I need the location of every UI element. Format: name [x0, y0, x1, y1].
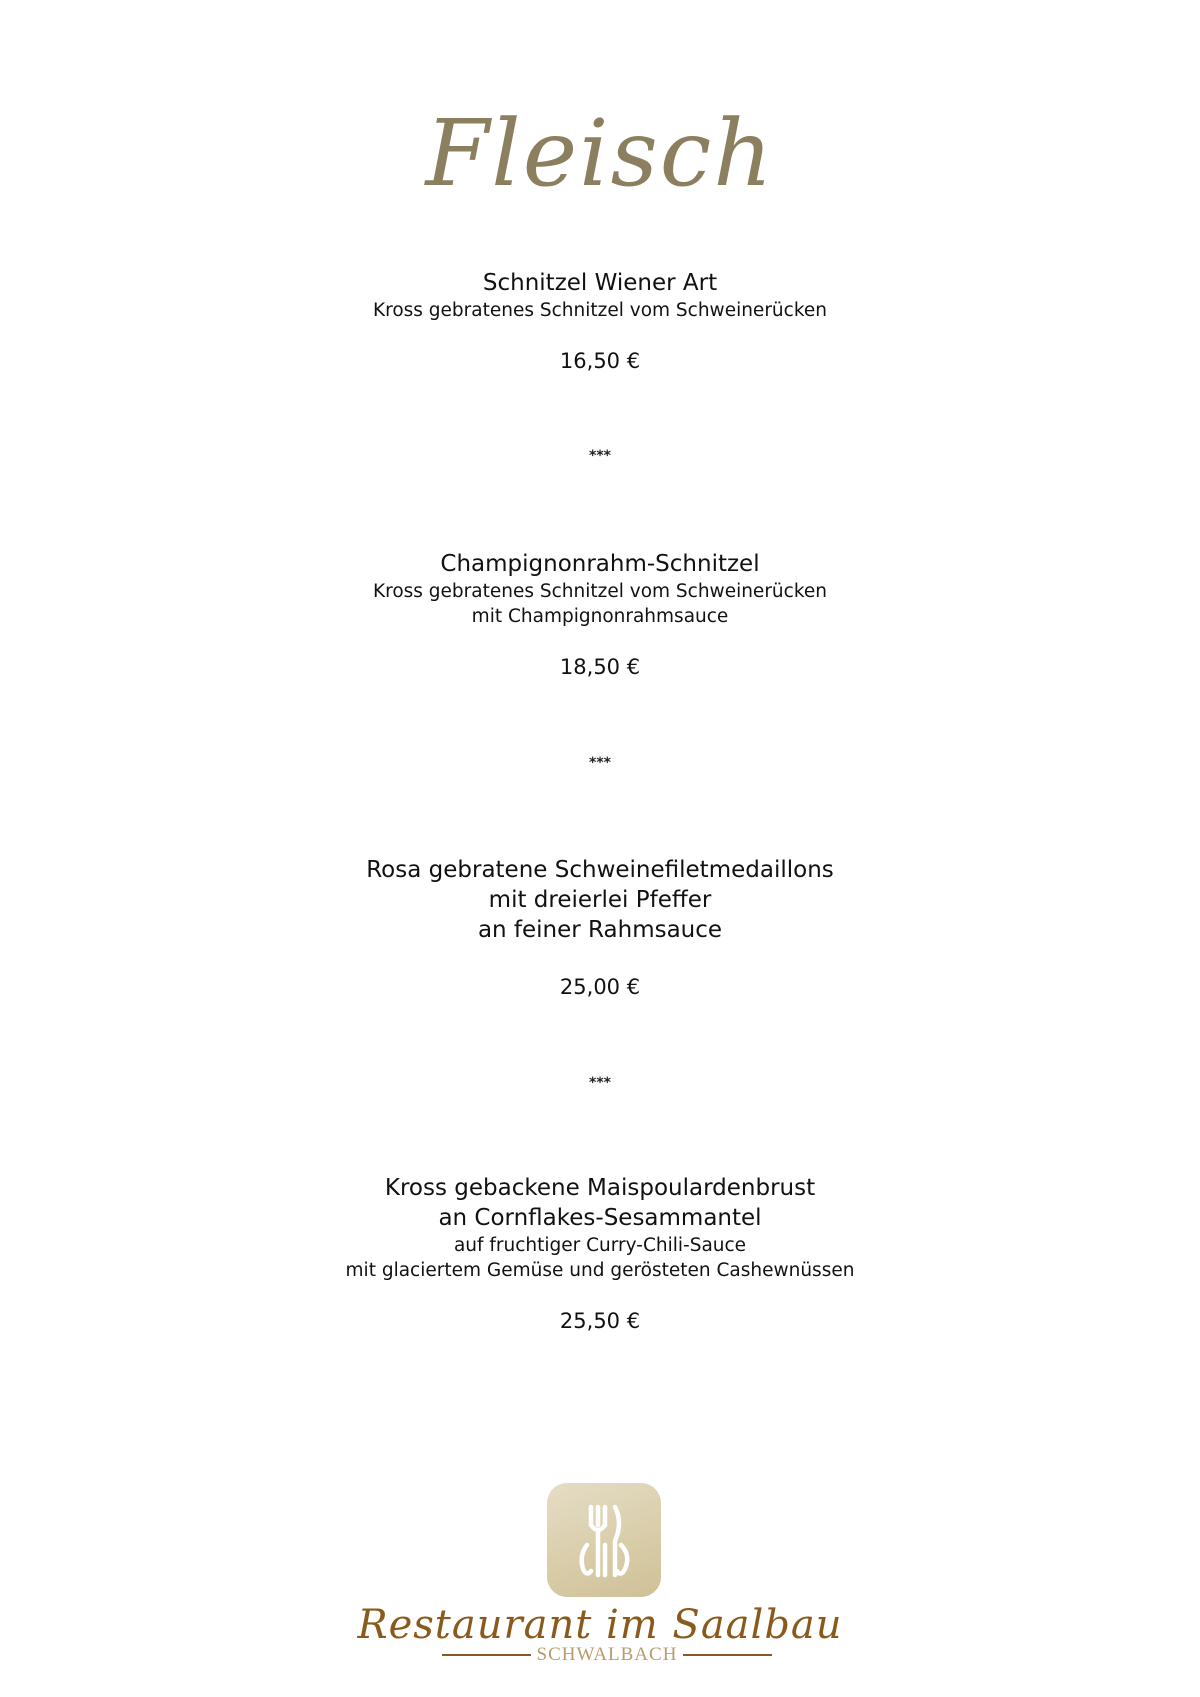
restaurant-logo	[547, 1483, 661, 1597]
divider	[442, 1654, 531, 1656]
dish-name: Kross gebackene Maispoulardenbrust	[384, 1175, 816, 1201]
dish-name: an Cornflakes-Sesammantel	[438, 1205, 762, 1231]
dish-name: Champignonrahm-Schnitzel	[440, 551, 760, 577]
dish-description: auf fruchtiger Curry-Chili-Sauce	[453, 1235, 747, 1256]
dish-description: mit glaciertem Gemüse und gerösteten Cashewnüssen	[345, 1260, 855, 1281]
restaurant-location: SCHWALBACH	[536, 1644, 678, 1665]
dish-description: mit Champignonrahmsauce	[471, 606, 729, 627]
separator: ***	[589, 448, 611, 464]
divider	[683, 1654, 772, 1656]
menu-item	[0, 1173, 1200, 1333]
dish-price: 16,50 €	[559, 349, 641, 373]
dish-name: an feiner Rahmsauce	[477, 917, 723, 943]
menu-item	[0, 549, 1200, 679]
separator: ***	[589, 1075, 611, 1091]
menu-item	[0, 855, 1200, 999]
menu-item	[0, 268, 1200, 373]
dish-price: 25,50 €	[559, 1309, 641, 1333]
dish-name: Schnitzel Wiener Art	[482, 270, 718, 296]
restaurant-location-row	[442, 1643, 772, 1667]
dish-price: 18,50 €	[559, 655, 641, 679]
dish-description: Kross gebratenes Schnitzel vom Schweinerücken	[373, 581, 827, 602]
dish-description: Kross gebratenes Schnitzel vom Schweinerücken	[373, 300, 827, 321]
dish-price: 25,00 €	[559, 975, 641, 999]
dish-name: Rosa gebratene Schweinefiletmedaillons	[366, 857, 834, 883]
page-title: Fleisch	[425, 100, 775, 207]
restaurant-name: Restaurant im Saalbau	[357, 1602, 843, 1648]
separator: ***	[589, 755, 611, 771]
dish-name: mit dreierlei Pfeffer	[488, 887, 712, 913]
cutlery-icon	[547, 1483, 661, 1597]
